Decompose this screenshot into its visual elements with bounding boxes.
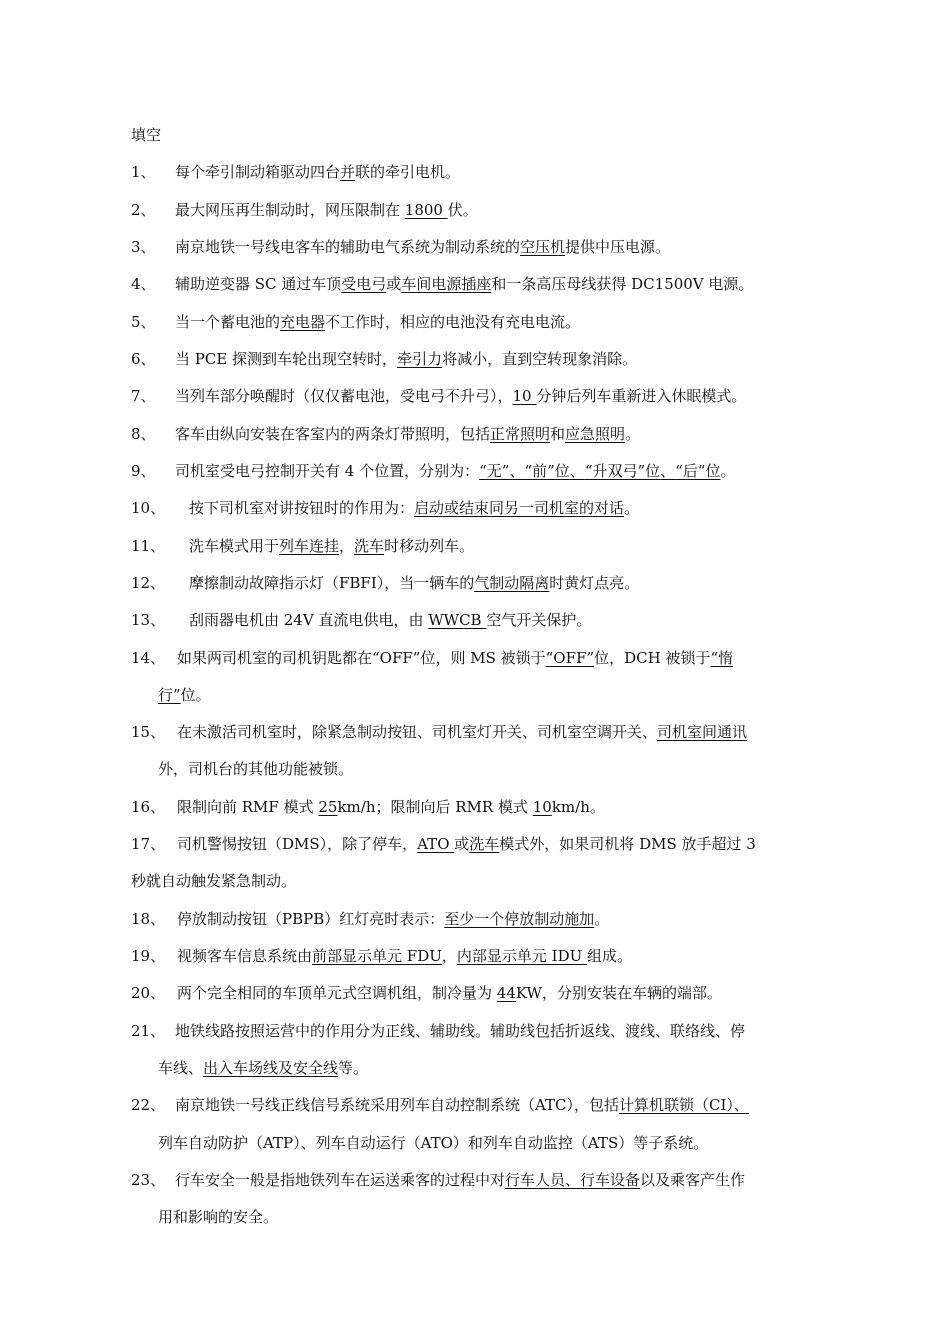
answer-blank: 列车连挂 (279, 537, 340, 555)
question-16: 16、 限制向前 RMF 模式 25km/h；限制向后 RMR 模式 10km/h。 (131, 795, 811, 819)
answer-blank: 牵引力 (397, 350, 443, 368)
answer-blank: 气制动隔离 (474, 574, 550, 592)
question-number: 19、 (131, 947, 166, 965)
question-9: 9、 司机室受电弓控制开关有 4 个位置，分别为：“无”、“前”位、“升双弓”位、“后”位。 (131, 459, 811, 483)
question-number: 18、 (131, 910, 166, 928)
question-number: 8、 (131, 425, 156, 443)
question-number: 23、 (131, 1171, 166, 1189)
answer-blank: 1800 (404, 201, 448, 219)
answer-blank: 行车人员、行车设备 (505, 1171, 641, 1189)
question-13: 13、 刮雨器电机由 24V 直流电供电，由 WWCB 空气开关保护。 (131, 608, 811, 632)
question-2: 2、 最大网压再生制动时，网压限制在 1800 伏。 (131, 198, 811, 222)
question-number: 12、 (131, 574, 166, 592)
question-number: 2、 (131, 201, 156, 219)
question-number: 16、 (131, 798, 166, 816)
answer-blank: 司机室间通讯 (657, 723, 748, 741)
question-4: 4、 辅助逆变器 SC 通过车顶受电弓或车间电源插座和一条高压母线获得 DC1500V 电源。 (131, 272, 811, 296)
answer-blank: “升双弓”位 (584, 462, 661, 480)
answer-blank: 10 (512, 387, 537, 405)
question-22: 22、 南京地铁一号线正线信号系统采用列车自动控制系统（ATC），包括计算机联锁（CI）、 (131, 1093, 811, 1117)
question-number: 4、 (131, 275, 156, 293)
answer-blank: “惰 (710, 649, 734, 667)
question-19: 19、 视频客车信息系统由前部显示单元 FDU，内部显示单元 IDU 组成。 (131, 944, 811, 968)
question-number: 20、 (131, 984, 166, 1002)
answer-blank: 至少一个停放制动施加 (444, 910, 595, 928)
answer-blank: 并 (340, 163, 356, 181)
answer-blank: 前部显示单元 FDU (312, 947, 442, 965)
question-number: 13、 (131, 611, 166, 629)
question-3: 3、 南京地铁一号线电客车的辅助电气系统为制动系统的空压机提供中压电源。 (131, 235, 811, 259)
answer-blank: 44 (496, 984, 516, 1002)
question-number: 6、 (131, 350, 156, 368)
question-number: 17、 (131, 835, 166, 853)
question-number: 22、 (131, 1096, 166, 1114)
answer-blank: 内部显示单元 IDU (456, 947, 588, 965)
question-22-continuation: 列车自动防护（ATP）、列车自动运行（ATO）和列车自动监控（ATS）等子系统。 (158, 1134, 709, 1152)
answer-blank: “OFF” (545, 649, 595, 667)
answer-blank: 洗车 (469, 835, 500, 853)
answer-blank: 行” (158, 686, 181, 704)
question-15-continuation: 外，司机台的其他功能被锁。 (158, 760, 354, 778)
question-number: 21、 (131, 1022, 166, 1040)
question-number: 3、 (131, 238, 156, 256)
question-21-continuation: 车线、出入车场线及安全线等。 (158, 1059, 369, 1077)
question-5: 5、 当一个蓄电池的充电器不工作时，相应的电池没有充电电流。 (131, 310, 811, 334)
answer-blank: 受电弓 (341, 275, 387, 293)
answer-blank: 计算机联锁（CI）、 (619, 1096, 749, 1114)
answer-blank: “无” (479, 462, 510, 480)
answer-blank: 应急照明 (565, 425, 626, 443)
question-15: 15、 在未激活司机室时，除紧急制动按钮、司机室灯开关、司机室空调开关、司机室间通讯 (131, 720, 811, 744)
question-14-continuation: 行”位。 (158, 686, 211, 704)
question-17: 17、 司机警惕按钮（DMS），除了停车，ATO 或洗车模式外，如果司机将 DMS 放手超过 3 (131, 832, 811, 856)
question-17-continuation: 秒就自动触发紧急制动。 (131, 872, 297, 890)
question-number: 7、 (131, 387, 156, 405)
question-6: 6、 当 PCE 探测到车轮出现空转时，牵引力将减小，直到空转现象消除。 (131, 347, 811, 371)
answer-blank: 车间电源插座 (401, 275, 492, 293)
question-number: 5、 (131, 313, 156, 331)
answer-blank: 25 (318, 798, 338, 816)
answer-blank: 出入车场线及安全线 (203, 1059, 339, 1077)
question-20: 20、 两个完全相同的车顶单元式空调机组，制冷量为 44KW，分别安装在车辆的端部。 (131, 981, 811, 1005)
question-number: 15、 (131, 723, 166, 741)
question-8: 8、 客车由纵向安装在客室内的两条灯带照明，包括正常照明和应急照明。 (131, 422, 811, 446)
answer-blank: WWCB (428, 611, 487, 629)
answer-blank: 充电器 (280, 313, 326, 331)
question-10: 10、 按下司机室对讲按钮时的作用为：启动或结束同另一司机室的对话。 (131, 496, 811, 520)
answer-blank: 正常照明 (490, 425, 551, 443)
question-number: 10、 (131, 499, 166, 517)
answer-blank: ATO (417, 835, 455, 853)
answer-blank: “前”位 (524, 462, 570, 480)
question-18: 18、 停放制动按钮（PBPB）红灯亮时表示：至少一个停放制动施加。 (131, 907, 811, 931)
answer-blank: “后”位 (675, 462, 721, 480)
question-number: 11、 (131, 537, 166, 555)
section-heading: 填空 (131, 126, 162, 144)
question-21: 21、 地铁线路按照运营中的作用分为正线、辅助线。辅助线包括折返线、渡线、联络线、停 (131, 1019, 811, 1043)
question-1: 1、 每个牵引制动箱驱动四台并联的牵引电机。 (131, 160, 811, 184)
answer-blank: 空压机 (520, 238, 566, 256)
question-12: 12、 摩擦制动故障指示灯（FBFI），当一辆车的气制动隔离时黄灯点亮。 (131, 571, 811, 595)
question-number: 1、 (131, 163, 156, 181)
question-7: 7、 当列车部分唤醒时（仅仅蓄电池，受电弓不升弓），10 分钟后列车重新进入休眠模式。 (131, 384, 811, 408)
answer-blank: 10 (532, 798, 552, 816)
question-number: 9、 (131, 462, 156, 480)
question-14: 14、 如果两司机室的司机钥匙都在“OFF”位，则 MS 被锁于“OFF”位，DCH 被锁于“惰 (131, 646, 811, 670)
question-23-continuation: 用和影响的安全。 (158, 1208, 279, 1226)
question-11: 11、 洗车模式用于列车连挂，洗车时移动列车。 (131, 534, 811, 558)
question-23: 23、 行车安全一般是指地铁列车在运送乘客的过程中对行车人员、行车设备以及乘客产生作 (131, 1168, 811, 1192)
question-number: 14、 (131, 649, 166, 667)
answer-blank: 启动或结束同另一司机室的对话 (414, 499, 625, 517)
answer-blank: 洗车 (354, 537, 385, 555)
